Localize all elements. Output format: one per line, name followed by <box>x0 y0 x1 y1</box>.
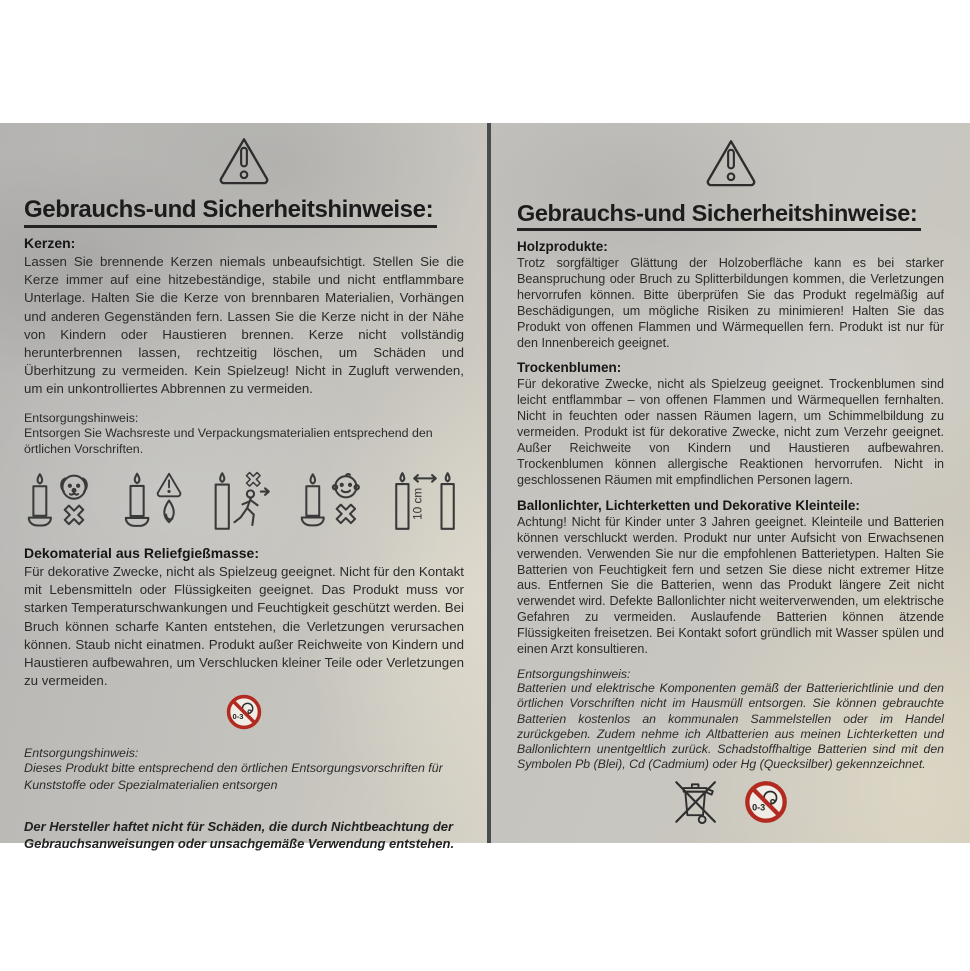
candle-keep-away-from-pets-icon <box>26 470 98 532</box>
trockenblumen-body: Für dekorative Zwecke, nicht als Spielzeug geeignet. Trockenblumen sind leicht entflammbar – von offenen Flammen und Wärmequellen fernhalten. Nicht in feuchten oder nassen Räumen lagern, um Schimmelbildung zu vermeiden. Produkt ist für dekorative Zwecke, nicht zum Verzehr geeignet. Außer Reichweite von Kindern und Haustieren aufbewahren. Trockenblumen können allergische Reaktionen hervorrufen. Nicht in geschlossenen Räumen mit empfindlichen Personen lagern. <box>517 377 944 487</box>
page-title: Gebrauchs-und Sicherheitshinweise: <box>24 196 437 228</box>
left-instruction-sheet <box>0 123 487 852</box>
distance-label: 10 cm <box>411 487 425 520</box>
trockenblumen-heading: Trockenblumen: <box>517 360 622 376</box>
candle-fire-hazard-icon <box>123 470 185 532</box>
page-title: Gebrauchs-und Sicherheitshinweise: <box>517 200 921 231</box>
dekomaterial-heading: Dekomaterial aus Reliefgießmasse: <box>24 545 259 562</box>
entsorgung2-heading: Entsorgungshinweis: <box>24 746 139 761</box>
warning-triangle-icon <box>217 135 271 185</box>
candle-minimum-distance-icon <box>392 470 458 532</box>
kerzen-heading: Kerzen: <box>24 235 76 251</box>
no-children-under-3-icon <box>225 693 263 731</box>
age-restriction-label: 0-3 <box>232 712 244 722</box>
left-warning-header <box>24 135 464 190</box>
candle-keep-away-from-children-icon <box>299 470 367 532</box>
entsorgung-heading: Entsorgungshinweis: <box>24 410 139 425</box>
kerzen-body: Lassen Sie brennende Kerzen niemals unbeaufsichtigt. Stellen Sie die Kerze immer auf eine hitzebeständige, stabile und nicht entflammbare Unterlage. Halten Sie die Kerze von brennbaren Materialien, Vorhängen und anderen Gegenständen fern. Lassen Sie die Kerze nicht in der Nähe von Kindern oder Haustieren brennen. Kerze nicht vollständig herunterbrennen lassen, rechtzeitig löschen, um Schäden und Überhitzung zu vermeiden. Kein Spielzeug! Nicht in Zugluft verwenden, um ein unkontrolliertes Abbrennen zu vermeiden. <box>24 254 464 397</box>
candle-do-not-leave-unattended-icon <box>210 470 274 532</box>
no-children-under-3-icon <box>743 779 789 825</box>
entsorgung-heading: Entsorgungshinweis: <box>517 666 631 681</box>
entsorgung2-body: Dieses Produkt bitte entsprechend den örtlichen Entsorgungsvorschriften für Kunststoffe oder Spezialmaterialien entsorgen <box>24 761 443 792</box>
two-page-photo-area <box>0 123 970 852</box>
dekomaterial-body: Für dekorative Zwecke, nicht als Spielzeug geeignet. Nicht für den Kontakt mit Lebensmitteln oder Flüssigkeiten geeignet. Das Produkt muss vor starken Temperaturschwankungen und Feuchtigkeit geschützt werden. Bei Bruch können scharfe Kanten entstehen, die Verletzungen verursachen können. Staub nicht einatmen. Produkt außer Reichweite von Kindern und Haustieren aufbewahren, um Verschlucken kleiner Teile oder Verletzungen zu vermeiden. <box>24 564 464 689</box>
entsorgung-body: Batterien und elektrische Komponenten gemäß der Batterierichtlinie und den örtlichen Vorschriften nicht im Hausmüll entsorgen. Sie können gebrauchte Batterien kostenlos an kommunalen Sammelstellen oder im Handel zurückgeben. Zudem nehme ich Altbatterien aus meinen Lichterketten und Ballonlichtern unentgeltlich zurück. Schadstoffhaltige Batterien sind mit den Symbolen Pb (Blei), Cd (Cadmium) oder Hg (Quecksilber) gekennzeichnet. <box>517 680 944 772</box>
battery-disposal-icons <box>517 776 944 828</box>
ballonlichter-body: Achtung! Nicht für Kinder unter 3 Jahren geeignet. Kleinteile und Batterien können verschluckt werden. Produkt nur unter Aufsicht von Erwachsenen verwenden. Verwenden Sie nur die empfohlenen Batterietypen. Halten Sie Batterien von Feuchtigkeit fern und setzen Sie diese nicht extremer Hitze aus. Entfernen Sie die Batterien, wenn das Produkt längere Zeit nicht verwendet wird. Defekte Ballonlichter nicht weiterverwenden, um elektrische Gefahren zu vermeiden. Auslaufende Batterien können ätzende Flüssigkeiten freisetzen. Bei Kontakt sofort gründlich mit Wasser spülen und einen Arzt konsultieren. <box>517 514 944 657</box>
manufacturer-disclaimer: Der Hersteller haftet nicht für Schäden, die durch Nichtbeachtung der Gebrauchsanweisungen oder unsachgemäße Verwendung entstehen. <box>24 818 455 852</box>
entsorgung-body: Entsorgen Sie Wachsreste und Verpackungsmaterialien entsprechend den örtlichen Vorschriften. <box>24 425 433 456</box>
holzprodukte-heading: Holzprodukte: <box>517 239 608 254</box>
warning-triangle-icon <box>704 137 758 187</box>
weee-crossed-out-bin-icon <box>673 776 719 828</box>
candle-pictogram-row <box>26 468 464 532</box>
holzprodukte-body: Trotz sorgfältiger Glättung der Holzoberfläche kann es bei starker Beanspruchung oder Bruch zu Splitterbildungen kommen, die Verletzungen hervorrufen können. Bitte überprüfen Sie das Produkt regelmäßig auf Beschädigungen, um mögliche Risiken zu minimieren! Halten Sie das Produkt von offenen Flammen und Wärmequellen fern. Produkt ist nur für den Innenbereich geeignet. <box>517 256 944 350</box>
age-restriction-label: 0-3 <box>751 802 765 813</box>
ballonlichter-heading: Ballonlichter, Lichterketten und Dekorative Kleinteile: <box>517 497 860 513</box>
right-warning-header <box>517 137 944 192</box>
right-instruction-sheet <box>491 123 970 843</box>
